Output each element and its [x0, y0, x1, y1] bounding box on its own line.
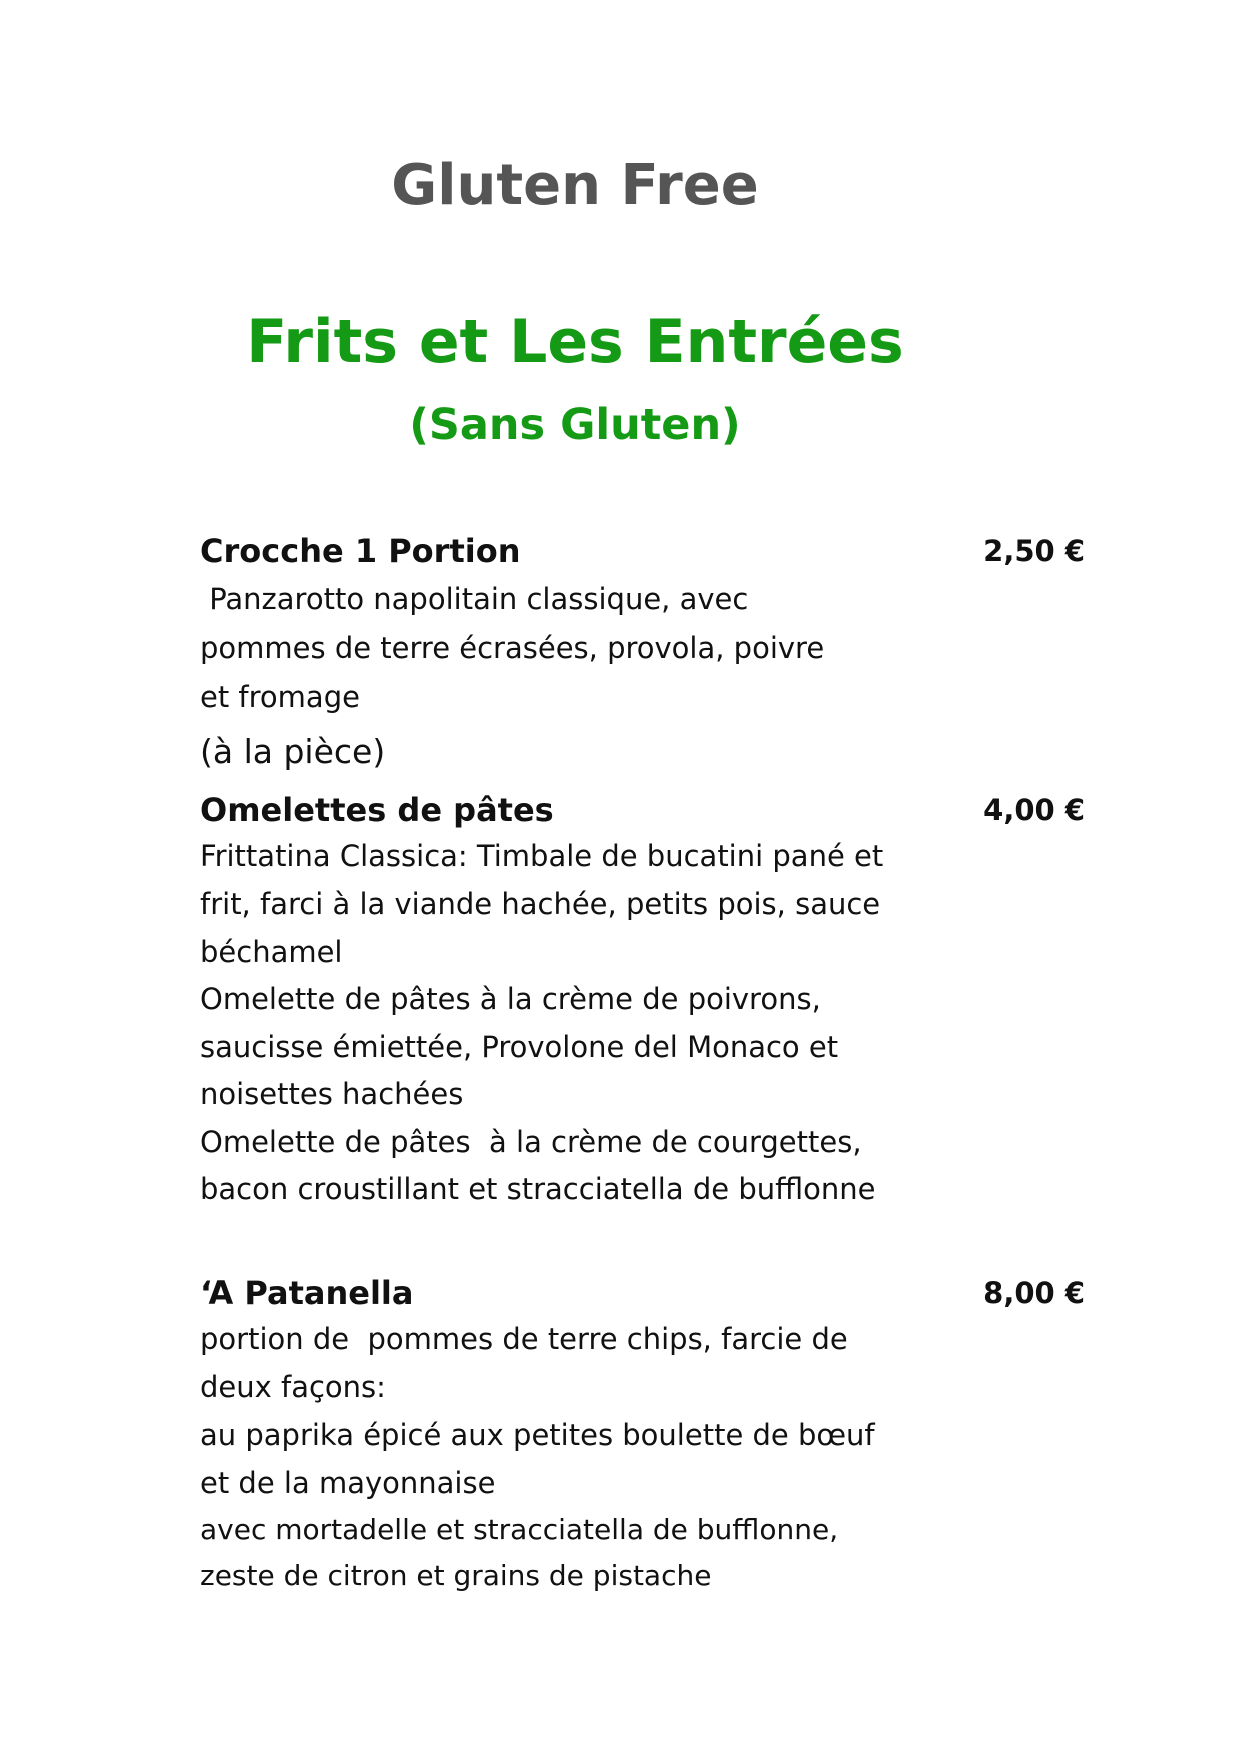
menu-item-description-line: et de la mayonnaise: [200, 1466, 496, 1500]
menu-item-name: Omelettes de pâtes: [200, 791, 554, 829]
menu-item-description-line: Omelette de pâtes à la crème de poivrons,: [200, 982, 821, 1016]
menu-item-price: 8,00 €: [983, 1276, 1085, 1310]
menu-item-description-line: (à la pièce): [200, 732, 386, 771]
menu-item-description-line: béchamel: [200, 935, 343, 969]
menu-item-description-line: Panzarotto napolitain classique, avec: [200, 582, 749, 616]
menu-item-description-line: portion de pommes de terre chips, farcie de: [200, 1322, 848, 1356]
menu-item-description-line: Omelette de pâtes à la crème de courgettes,: [200, 1125, 862, 1159]
section-subtitle: (Sans Gluten): [409, 400, 741, 450]
menu-item-description-line: saucisse émiettée, Provolone del Monaco et: [200, 1030, 839, 1064]
menu-item-description-line: frit, farci à la viande hachée, petits pois, sauce: [200, 887, 881, 921]
menu-item-description-line: noisettes hachées: [200, 1077, 464, 1111]
section-title: Frits et Les Entrées: [246, 307, 904, 377]
menu-item-description-line: avec mortadelle et stracciatella de bufflonne,: [200, 1513, 839, 1546]
menu-item-description-line: zeste de citron et grains de pistache: [200, 1559, 712, 1592]
menu-item-description-line: pommes de terre écrasées, provola, poivre: [200, 631, 825, 665]
menu-item-price: 2,50 €: [983, 534, 1085, 568]
menu-item-description-line: deux façons:: [200, 1370, 386, 1404]
menu-item-description-line: et fromage: [200, 680, 360, 714]
menu-item-price: 4,00 €: [983, 793, 1085, 827]
menu-item-description-line: au paprika épicé aux petites boulette de bœuf: [200, 1418, 875, 1452]
menu-item-name: ‘A Patanella: [200, 1274, 414, 1312]
menu-item-name: Crocche 1 Portion: [200, 532, 521, 570]
page-title: Gluten Free: [391, 153, 759, 218]
menu-item-description-line: Frittatina Classica: Timbale de bucatini pané et: [200, 839, 884, 873]
menu-item-description-line: bacon croustillant et stracciatella de bufflonne: [200, 1172, 876, 1206]
